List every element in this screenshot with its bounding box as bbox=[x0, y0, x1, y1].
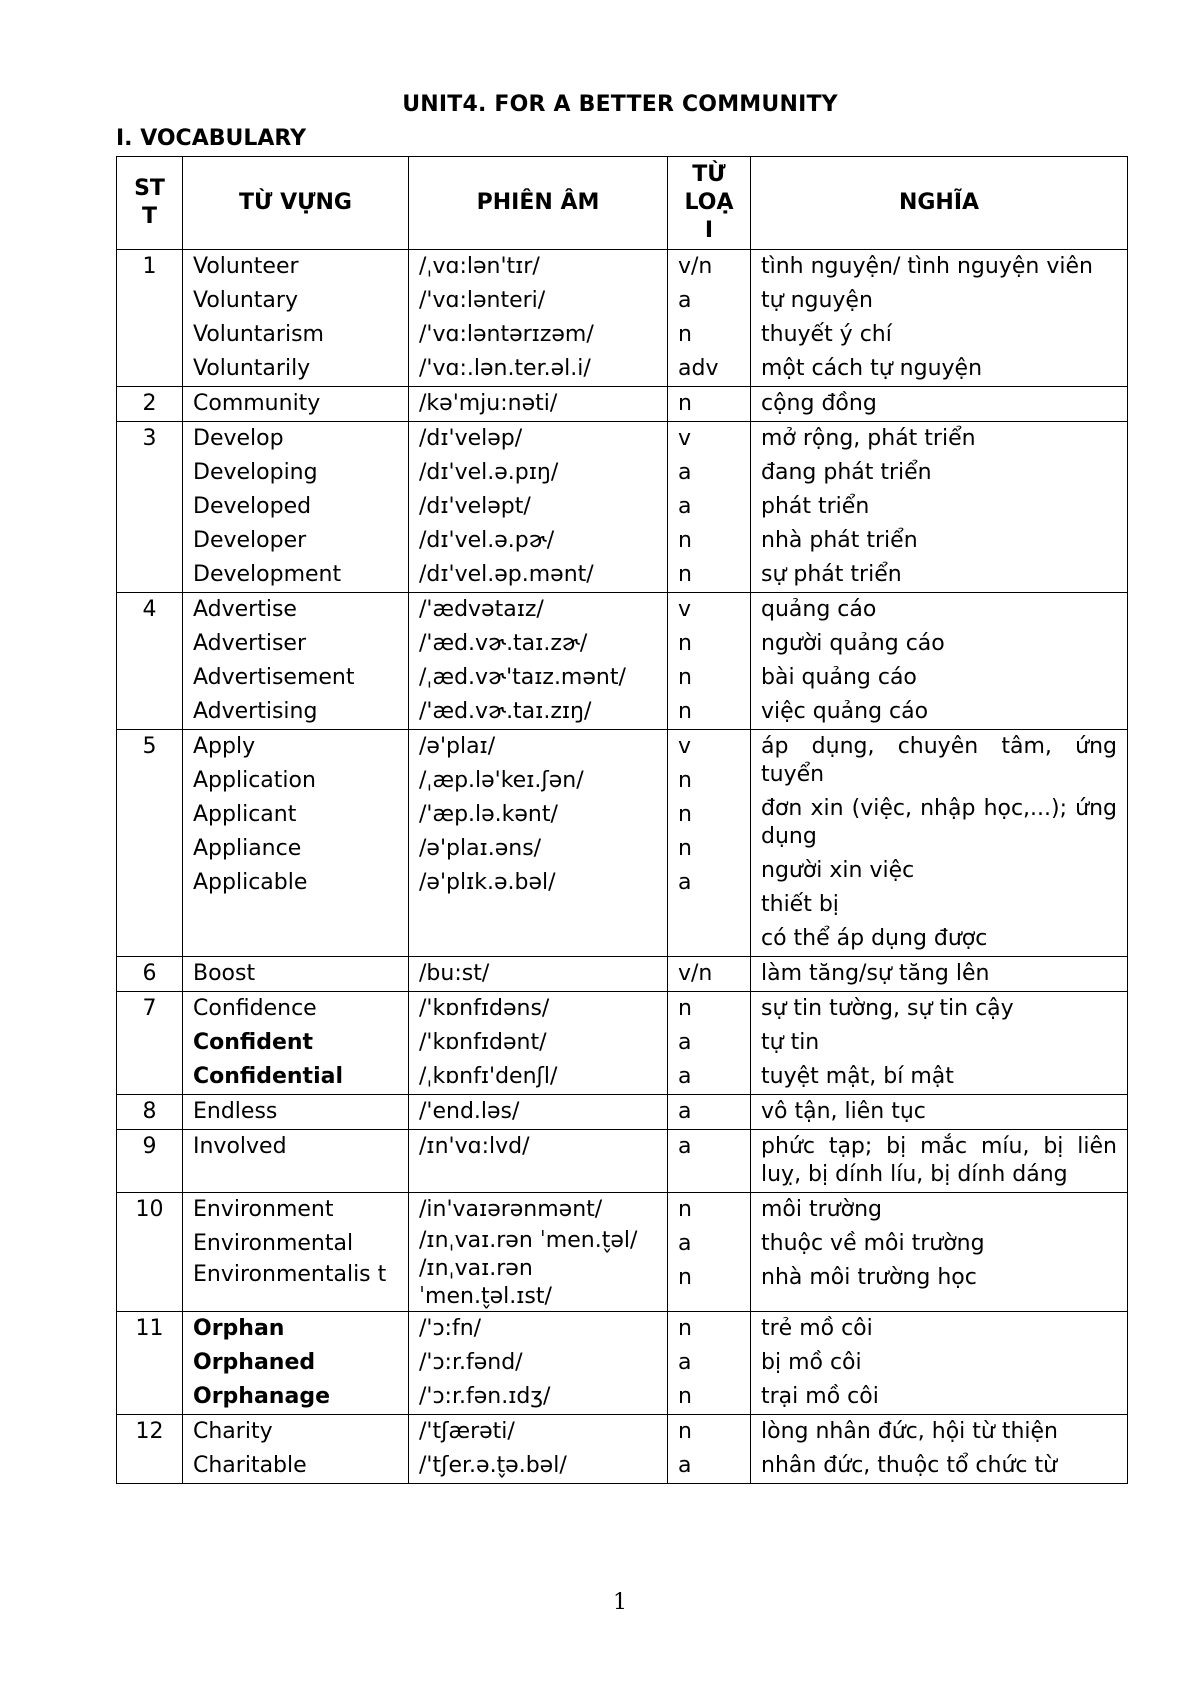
word-class: n bbox=[678, 1197, 692, 1222]
phonetic-transcription: /'vɑ:ləntərɪzəm/ bbox=[419, 322, 594, 347]
vocab-word: Environmental bbox=[193, 1231, 354, 1256]
phonetic-transcription: /ˌæp.lə'keɪ.ʃən/ bbox=[419, 768, 584, 793]
header-pos: TỪ LOẠ I bbox=[668, 157, 751, 250]
word-class: n bbox=[678, 1265, 692, 1290]
phonetic-transcription: /dɪ'vel.ə.pɪŋ/ bbox=[419, 460, 559, 485]
vocab-word: Community bbox=[193, 391, 321, 416]
vocab-word: Orphaned bbox=[193, 1350, 316, 1375]
vocab-word: Boost bbox=[193, 961, 256, 986]
meaning-text: nhà phát triển bbox=[761, 528, 918, 553]
meaning-text: lòng nhân đức, hội từ thiện bbox=[761, 1419, 1058, 1444]
meaning-text: quảng cáo bbox=[761, 597, 877, 622]
meaning-cell bbox=[751, 1193, 1128, 1312]
phonetic-transcription: /ˌkɒnfɪ'denʃl/ bbox=[419, 1064, 558, 1089]
meaning-cell bbox=[751, 1415, 1128, 1484]
row-number: 9 bbox=[117, 1130, 183, 1193]
phonetic-transcription: /ɪnˌvaɪ.rən ˈmen.t̬əl.ɪst/ bbox=[419, 1256, 552, 1309]
ipa-cell bbox=[409, 730, 668, 957]
meaning-text: sự phát triển bbox=[761, 562, 902, 587]
vocab-word: Orphanage bbox=[193, 1384, 330, 1409]
meaning-text: người quảng cáo bbox=[761, 631, 945, 656]
ipa-cell bbox=[409, 1130, 668, 1193]
phonetic-transcription: /'ædvətaɪz/ bbox=[419, 597, 544, 622]
word-cell bbox=[183, 250, 409, 387]
phonetic-transcription: /ə'plɪk.ə.bəl/ bbox=[419, 870, 556, 895]
table-row bbox=[117, 422, 1128, 593]
phonetic-transcription: /ˌæd.vɚ'taɪz.mənt/ bbox=[419, 665, 626, 690]
row-number: 4 bbox=[117, 593, 183, 730]
word-class: a bbox=[678, 494, 692, 519]
meaning-cell bbox=[751, 957, 1128, 992]
word-class: v bbox=[678, 426, 692, 451]
table-row bbox=[117, 730, 1128, 957]
meaning-cell bbox=[751, 1312, 1128, 1415]
table-row bbox=[117, 1312, 1128, 1415]
vocab-word: Advertisement bbox=[193, 665, 355, 690]
word-class: n bbox=[678, 391, 692, 416]
phonetic-transcription: /in'vaɪərənmənt/ bbox=[419, 1197, 603, 1222]
pos-cell bbox=[668, 957, 751, 992]
phonetic-transcription: /'kɒnfɪdənt/ bbox=[419, 1030, 547, 1055]
phonetic-transcription: /dɪ'vel.ə.pɚ/ bbox=[419, 528, 555, 553]
ipa-cell bbox=[409, 957, 668, 992]
vocab-word: Appliance bbox=[193, 836, 302, 861]
pos-cell bbox=[668, 992, 751, 1095]
meaning-text: mở rộng, phát triển bbox=[761, 426, 976, 451]
document-title: UNIT4. FOR A BETTER COMMUNITY bbox=[402, 92, 838, 117]
word-class: n bbox=[678, 322, 692, 347]
meaning-text: làm tăng/sự tăng lên bbox=[761, 961, 990, 986]
ipa-cell bbox=[409, 387, 668, 422]
meaning-text: phát triển bbox=[761, 494, 870, 519]
word-cell bbox=[183, 387, 409, 422]
ipa-cell bbox=[409, 992, 668, 1095]
phonetic-transcription: /ˌvɑ:lən'tɪr/ bbox=[419, 254, 540, 279]
ipa-cell bbox=[409, 250, 668, 387]
pos-cell bbox=[668, 1193, 751, 1312]
vocab-word: Develop bbox=[193, 426, 284, 451]
meaning-text: môi trường bbox=[761, 1197, 882, 1222]
vocab-word: Developed bbox=[193, 494, 312, 519]
row-number: 8 bbox=[117, 1095, 183, 1130]
pos-cell bbox=[668, 422, 751, 593]
word-cell bbox=[183, 422, 409, 593]
word-class: v bbox=[678, 734, 692, 759]
vocab-word: Developing bbox=[193, 460, 318, 485]
vocab-word: Voluntarism bbox=[193, 322, 324, 347]
row-number: 2 bbox=[117, 387, 183, 422]
table-header-row bbox=[117, 157, 1128, 250]
phonetic-transcription: /'vɑ:.lən.ter.əl.i/ bbox=[419, 356, 591, 381]
meaning-text: một cách tự nguyện bbox=[761, 356, 983, 381]
word-cell bbox=[183, 730, 409, 957]
meaning-text: tình nguyện/ tình nguyện viên bbox=[761, 254, 1093, 279]
row-number: 7 bbox=[117, 992, 183, 1095]
vocab-word: Advertising bbox=[193, 699, 318, 724]
meaning-cell bbox=[751, 1095, 1128, 1130]
phonetic-transcription: /'æd.vɚ.taɪ.zɪŋ/ bbox=[419, 699, 592, 724]
row-number: 5 bbox=[117, 730, 183, 957]
phonetic-transcription: /'tʃer.ə.t̬ə.bəl/ bbox=[419, 1453, 567, 1478]
word-class: a bbox=[678, 1064, 692, 1089]
word-cell bbox=[183, 992, 409, 1095]
phonetic-transcription: /'end.ləs/ bbox=[419, 1099, 520, 1124]
meaning-text: đơn xin (việc, nhập học,...); ứng dụng bbox=[761, 796, 1117, 849]
word-class: n bbox=[678, 699, 692, 724]
phonetic-transcription: /'vɑ:lənteri/ bbox=[419, 288, 546, 313]
word-class: a bbox=[678, 1453, 692, 1478]
ipa-cell bbox=[409, 1415, 668, 1484]
table-row bbox=[117, 1095, 1128, 1130]
meaning-cell bbox=[751, 730, 1128, 957]
phonetic-transcription: /ɪnˌvaɪ.rən ˈmen.t̬əl/ bbox=[419, 1228, 638, 1253]
phonetic-transcription: /dɪ'vel.əp.mənt/ bbox=[419, 562, 594, 587]
vocab-word: Applicant bbox=[193, 802, 297, 827]
word-class: a bbox=[678, 460, 692, 485]
vocab-word: Confidence bbox=[193, 996, 317, 1021]
ipa-cell bbox=[409, 593, 668, 730]
vocab-word: Orphan bbox=[193, 1316, 285, 1341]
word-class: a bbox=[678, 1231, 692, 1256]
header-meaning: NGHĨA bbox=[751, 157, 1128, 250]
meaning-text: thuyết ý chí bbox=[761, 322, 892, 347]
meaning-text: thiết bị bbox=[761, 892, 839, 917]
word-class: a bbox=[678, 870, 692, 895]
vocabulary-table bbox=[116, 156, 1128, 1484]
word-class: n bbox=[678, 631, 692, 656]
meaning-text: phức tạp; bị mắc míu, bị liên luỵ, bị dính líu, bị dính dáng bbox=[761, 1134, 1117, 1187]
vocab-word: Development bbox=[193, 562, 342, 587]
word-cell bbox=[183, 1130, 409, 1193]
meaning-text: tự tin bbox=[761, 1030, 820, 1055]
word-class: n bbox=[678, 996, 692, 1021]
table-row bbox=[117, 1193, 1128, 1312]
phonetic-transcription: /'kɒnfɪdəns/ bbox=[419, 996, 550, 1021]
pos-cell bbox=[668, 1312, 751, 1415]
vocab-word: Volunteer bbox=[193, 254, 299, 279]
vocab-word: Voluntary bbox=[193, 288, 298, 313]
section-heading: I. VOCABULARY bbox=[116, 126, 307, 151]
table-row bbox=[117, 593, 1128, 730]
word-cell bbox=[183, 1415, 409, 1484]
vocab-word: Developer bbox=[193, 528, 307, 553]
meaning-text: có thể áp dụng được bbox=[761, 926, 988, 951]
vocab-word: Charitable bbox=[193, 1453, 307, 1478]
word-class: n bbox=[678, 562, 692, 587]
meaning-text: sự tin tường, sự tin cậy bbox=[761, 996, 1014, 1021]
word-class: a bbox=[678, 1350, 692, 1375]
row-number: 11 bbox=[117, 1312, 183, 1415]
ipa-cell bbox=[409, 1193, 668, 1312]
meaning-text: vô tận, liên tục bbox=[761, 1099, 926, 1124]
word-class: a bbox=[678, 1134, 692, 1159]
pos-cell bbox=[668, 593, 751, 730]
phonetic-transcription: /ə'plaɪ/ bbox=[419, 734, 496, 759]
vocab-word: Environmentalis t bbox=[193, 1262, 387, 1287]
word-class: n bbox=[678, 1384, 692, 1409]
word-class: a bbox=[678, 1030, 692, 1055]
page-number: 1 bbox=[613, 1590, 627, 1615]
word-cell bbox=[183, 1312, 409, 1415]
ipa-cell bbox=[409, 1095, 668, 1130]
phonetic-transcription: /dɪ'veləpt/ bbox=[419, 494, 531, 519]
table-row bbox=[117, 957, 1128, 992]
meaning-cell bbox=[751, 422, 1128, 593]
word-class: v/n bbox=[678, 254, 713, 279]
word-class: v bbox=[678, 597, 692, 622]
vocab-word: Applicable bbox=[193, 870, 308, 895]
ipa-cell bbox=[409, 422, 668, 593]
meaning-text: bài quảng cáo bbox=[761, 665, 917, 690]
meaning-text: tuyệt mật, bí mật bbox=[761, 1064, 954, 1089]
word-class: n bbox=[678, 665, 692, 690]
phonetic-transcription: /ɪn'vɑ:lvd/ bbox=[419, 1134, 530, 1159]
word-class: v/n bbox=[678, 961, 713, 986]
word-class: n bbox=[678, 1419, 692, 1444]
meaning-cell bbox=[751, 992, 1128, 1095]
vocab-word: Confidential bbox=[193, 1064, 344, 1089]
row-number: 10 bbox=[117, 1193, 183, 1312]
meaning-text: việc quảng cáo bbox=[761, 699, 929, 724]
word-class: n bbox=[678, 836, 692, 861]
word-class: n bbox=[678, 802, 692, 827]
vocab-word: Environment bbox=[193, 1197, 334, 1222]
phonetic-transcription: /'ɔ:r.fən.ɪdʒ/ bbox=[419, 1384, 551, 1409]
header-stt: ST T bbox=[117, 157, 183, 250]
word-class: a bbox=[678, 1099, 692, 1124]
pos-cell bbox=[668, 387, 751, 422]
meaning-text: thuộc về môi trường bbox=[761, 1231, 985, 1256]
phonetic-transcription: /ə'plaɪ.əns/ bbox=[419, 836, 542, 861]
row-number: 6 bbox=[117, 957, 183, 992]
header-word: TỪ VỰNG bbox=[183, 157, 409, 250]
meaning-text: nhà môi trường học bbox=[761, 1265, 977, 1290]
meaning-cell bbox=[751, 250, 1128, 387]
vocab-word: Charity bbox=[193, 1419, 273, 1444]
row-number: 12 bbox=[117, 1415, 183, 1484]
meaning-cell bbox=[751, 387, 1128, 422]
table-row bbox=[117, 1130, 1128, 1193]
phonetic-transcription: /'æp.lə.kənt/ bbox=[419, 802, 558, 827]
ipa-cell bbox=[409, 1312, 668, 1415]
phonetic-transcription: /'ɔ:fn/ bbox=[419, 1316, 482, 1341]
vocab-word: Apply bbox=[193, 734, 256, 759]
table-row bbox=[117, 387, 1128, 422]
word-cell bbox=[183, 957, 409, 992]
pos-cell bbox=[668, 1130, 751, 1193]
meaning-text: trại mồ côi bbox=[761, 1384, 879, 1409]
phonetic-transcription: /dɪ'veləp/ bbox=[419, 426, 523, 451]
vocab-word: Voluntarily bbox=[193, 356, 311, 381]
meaning-text: cộng đồng bbox=[761, 391, 877, 416]
vocab-word: Confident bbox=[193, 1030, 314, 1055]
word-class: n bbox=[678, 1316, 692, 1341]
phonetic-transcription: /'æd.vɚ.taɪ.zɚ/ bbox=[419, 631, 588, 656]
word-class: adv bbox=[678, 356, 719, 381]
phonetic-transcription: /'ɔ:r.fənd/ bbox=[419, 1350, 523, 1375]
table-row bbox=[117, 250, 1128, 387]
word-class: n bbox=[678, 528, 692, 553]
pos-cell bbox=[668, 730, 751, 957]
phonetic-transcription: /'tʃærəti/ bbox=[419, 1419, 515, 1444]
word-class: a bbox=[678, 288, 692, 313]
meaning-cell bbox=[751, 1130, 1128, 1193]
meaning-text: bị mồ côi bbox=[761, 1350, 862, 1375]
meaning-text: đang phát triển bbox=[761, 460, 932, 485]
phonetic-transcription: /bu:st/ bbox=[419, 961, 490, 986]
table-row bbox=[117, 992, 1128, 1095]
word-cell bbox=[183, 1193, 409, 1312]
phonetic-transcription: /kə'mju:nəti/ bbox=[419, 391, 558, 416]
pos-cell bbox=[668, 250, 751, 387]
meaning-text: người xin việc bbox=[761, 858, 915, 883]
header-ipa: PHIÊN ÂM bbox=[409, 157, 668, 250]
meaning-text: trẻ mồ côi bbox=[761, 1316, 873, 1341]
meaning-text: áp dụng, chuyên tâm, ứng tuyển bbox=[761, 734, 1117, 787]
vocab-word: Involved bbox=[193, 1134, 287, 1159]
vocab-word: Advertise bbox=[193, 597, 297, 622]
meaning-text: tự nguyện bbox=[761, 288, 873, 313]
word-cell bbox=[183, 1095, 409, 1130]
meaning-cell bbox=[751, 593, 1128, 730]
vocab-word: Application bbox=[193, 768, 316, 793]
table-row bbox=[117, 1415, 1128, 1484]
vocab-word: Advertiser bbox=[193, 631, 307, 656]
row-number: 3 bbox=[117, 422, 183, 593]
pos-cell bbox=[668, 1415, 751, 1484]
vocab-word: Endless bbox=[193, 1099, 278, 1124]
meaning-text: nhân đức, thuộc tổ chức từ bbox=[761, 1453, 1058, 1478]
word-class: n bbox=[678, 768, 692, 793]
word-cell bbox=[183, 593, 409, 730]
pos-cell bbox=[668, 1095, 751, 1130]
row-number: 1 bbox=[117, 250, 183, 387]
